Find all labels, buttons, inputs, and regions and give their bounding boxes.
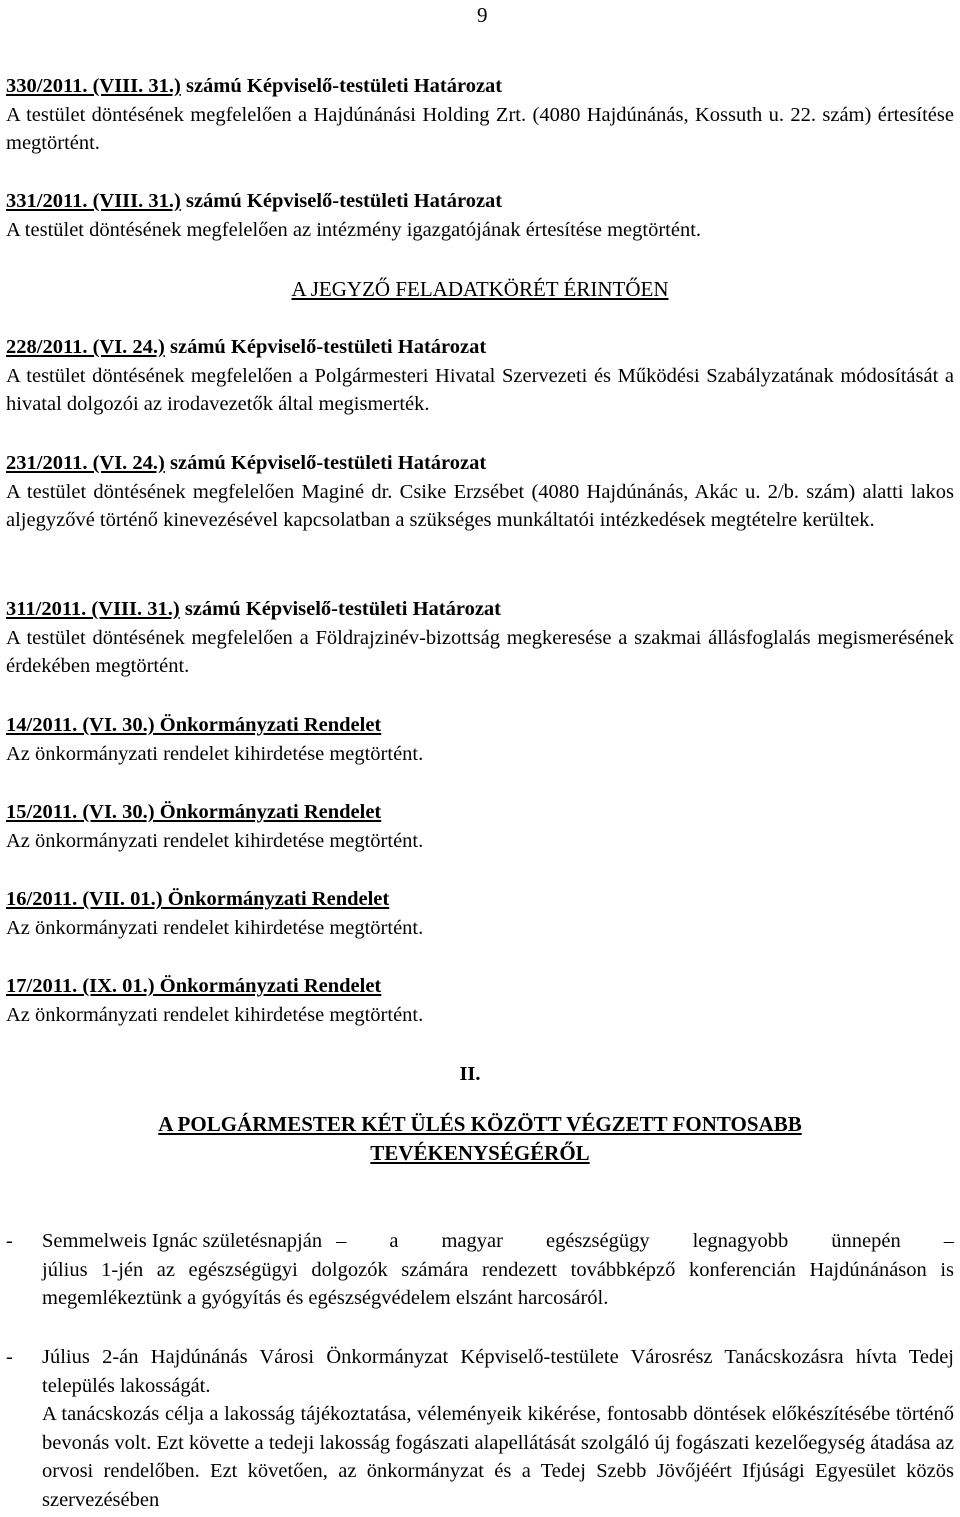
resolution-number: 330/2011. (VIII. 31.)	[6, 75, 181, 97]
decree-number: 16/2011. (VII. 01.)	[6, 888, 163, 910]
resolution-body: A testület döntésének megfelelően a Földrajzinév-bizottság megkeresése a szakmai állásfoglalás megismerésének érdekében megtörtént.	[6, 626, 954, 678]
resolution-body: A testület döntésének megfelelően a Polgármesteri Hivatal Szervezeti és Működési Szabályzatának módosítását a hivatal dolgozói az irodavezetők által megismerték.	[6, 364, 954, 416]
bullet-lead-rest: – a magyar egészségügy legnagyobb ünnepén –	[336, 1230, 954, 1252]
decree-title: Önkormányzati Rendelet	[154, 714, 382, 736]
bullet-text	[42, 1227, 954, 1313]
decree-block	[6, 798, 954, 855]
decree-number: 14/2011. (VI. 30.)	[6, 714, 155, 736]
resolution-number: 311/2011. (VIII. 31.)	[6, 598, 180, 620]
resolution-title: számú Képviselő-testületi Határozat	[180, 190, 503, 212]
decree-title: Önkormányzati Rendelet	[162, 888, 390, 910]
decree-body: Az önkormányzati rendelet kihirdetése megtörtént.	[6, 916, 424, 939]
page-number: 9	[477, 3, 488, 27]
bullet-paragraph: A tanácskozás célja a lakosság tájékoztatása, véleményeik kikérése, fontosabb döntések előkészítésébe történő bevonás volt. Ezt követte a tedeji lakosság fogászati alapellátását szolgáló új fogászati kezelőegység átadása az orvosi rendelőben. Ezt követően, az önkormányzat és a Tedej Szebb Jövőjéért Ifjúsági Egyesület közös szervezésében	[42, 1403, 954, 1511]
decree-block	[6, 972, 954, 1029]
bullet-dash: -	[6, 1230, 13, 1252]
section-title-line: A POLGÁRMESTER KÉT ÜLÉS KÖZÖTT VÉGZETT FONTOSABB	[158, 1112, 802, 1136]
resolution-block	[6, 187, 954, 244]
resolution-body: A testület döntésének megfelelően az intézmény igazgatójának értesítése megtörtént.	[6, 218, 702, 241]
decree-body: Az önkormányzati rendelet kihirdetése megtörtént.	[6, 742, 424, 765]
section-title-jegyzo: A JEGYZŐ FELADATKÖRÉT ÉRINTŐEN	[291, 277, 669, 301]
decree-block	[6, 885, 954, 942]
resolution-heading	[6, 449, 954, 478]
bullet-dash: -	[6, 1346, 13, 1368]
decree-body: Az önkormányzati rendelet kihirdetése megtörtént.	[6, 829, 424, 852]
decree-block	[6, 711, 954, 768]
decree-title: Önkormányzati Rendelet	[154, 975, 382, 997]
decree-number: 15/2011. (VI. 30.)	[6, 801, 155, 823]
decree-heading	[6, 885, 954, 914]
decree-heading	[6, 711, 954, 740]
resolution-number: 331/2011. (VIII. 31.)	[6, 190, 181, 212]
resolution-body: A testület döntésének megfelelően a Hajdúnánási Holding Zrt. (4080 Hajdúnánás, Kossuth u. 22. szám) értesítése megtörtént.	[6, 103, 954, 155]
resolution-block	[6, 333, 954, 419]
resolution-title: számú Képviselő-testületi Határozat	[164, 452, 487, 474]
resolution-title: számú Képviselő-testületi Határozat	[164, 336, 487, 358]
bullet-first-line	[42, 1227, 954, 1256]
resolution-body: A testület döntésének megfelelően Maginé dr. Csike Erzsébet (4080 Hajdúnánás, Akác u. 2/b. szám) alatti lakos aljegyzővé történő kinevezésével kapcsolatban a szükséges munkáltatói intézkedések megtételre kerültek.	[6, 480, 954, 532]
decree-body: Az önkormányzati rendelet kihirdetése megtörtént.	[6, 1003, 424, 1026]
bullet-paragraph: július 1-jén az egészségügyi dolgozók számára rendezett továbbképző konferencián Hajdúnánáson is megemlékeztünk a gyógyítás és egészségvédelem elszánt harcosáról.	[42, 1258, 954, 1310]
resolution-block	[6, 72, 954, 158]
decree-heading	[6, 798, 954, 827]
resolution-number: 228/2011. (VI. 24.)	[6, 336, 165, 358]
resolution-number: 231/2011. (VI. 24.)	[6, 452, 165, 474]
decree-heading	[6, 972, 954, 1001]
resolution-block	[6, 449, 954, 535]
decree-number: 17/2011. (IX. 01.)	[6, 975, 155, 997]
bullet-text	[42, 1343, 954, 1515]
resolution-title: számú Képviselő-testületi Határozat	[179, 598, 501, 620]
resolution-heading	[6, 72, 954, 101]
resolution-heading	[6, 187, 954, 216]
resolution-heading	[6, 595, 954, 624]
resolution-heading	[6, 333, 954, 362]
activity-bullet	[6, 1227, 954, 1313]
resolution-title: számú Képviselő-testületi Határozat	[180, 75, 503, 97]
activity-bullet	[6, 1343, 954, 1515]
bullet-paragraph: Július 2-án Hajdúnánás Városi Önkormányzat Képviselő-testülete Városrész Tanácskozásra hívta Tedej település lakosságát.	[42, 1346, 954, 1397]
resolution-block	[6, 595, 954, 681]
section-title-mayor	[6, 1110, 954, 1167]
section-title-line: TEVÉKENYSÉGÉRŐL	[370, 1140, 590, 1165]
bullet-lead: Semmelweis Ignác születésnapján	[42, 1230, 323, 1252]
section-roman-numeral: II.	[459, 1063, 481, 1085]
decree-title: Önkormányzati Rendelet	[154, 801, 382, 823]
